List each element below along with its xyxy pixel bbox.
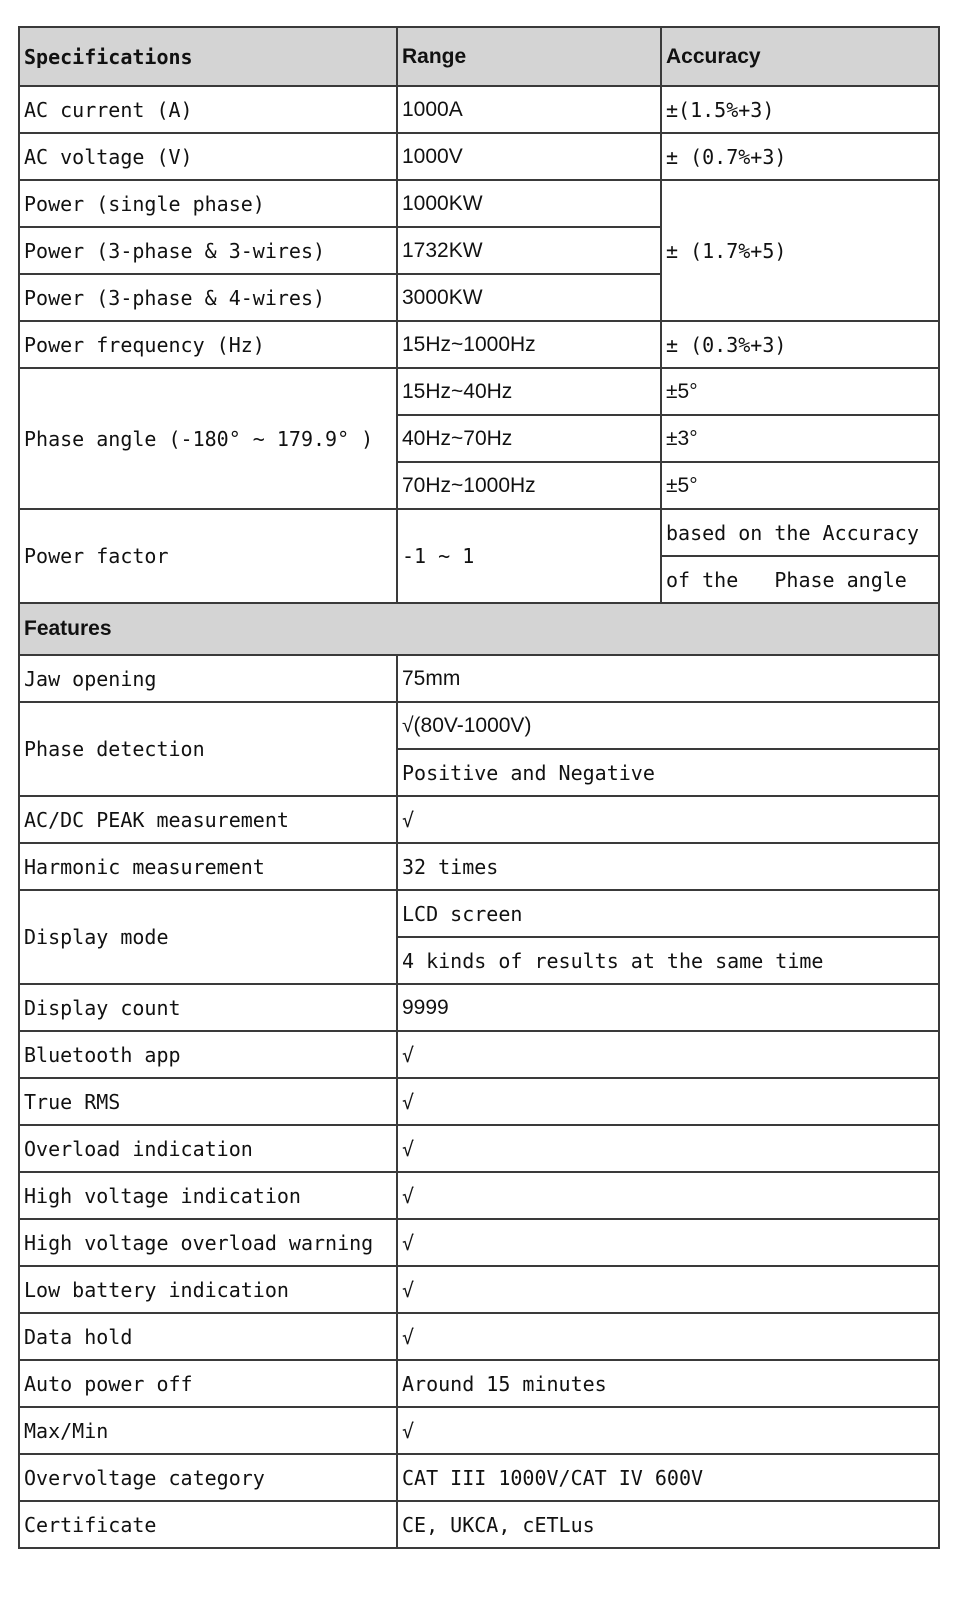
feature-value: 4 kinds of results at the same time: [397, 937, 939, 984]
feature-value: CAT III 1000V/CAT IV 600V: [397, 1454, 939, 1501]
table-row: [19, 1031, 939, 1078]
feature-value: LCD screen: [397, 890, 939, 937]
feature-value: √: [397, 1078, 939, 1125]
feature-value: Positive and Negative: [397, 749, 939, 796]
table-row: [19, 796, 939, 843]
spec-range: 1000KW: [397, 180, 661, 227]
spec-range: 1000A: [397, 86, 661, 133]
spec-label: Power (single phase): [19, 180, 397, 227]
table-row: [19, 1313, 939, 1360]
spec-accuracy: ±5°: [661, 368, 939, 415]
table-row: [19, 321, 939, 368]
feature-value: √: [397, 1219, 939, 1266]
feature-value: √(80V-1000V): [397, 702, 939, 749]
feature-label: Low battery indication: [19, 1266, 397, 1313]
spec-accuracy: ± (0.3%+3): [661, 321, 939, 368]
spec-accuracy: ± (1.7%+5): [661, 180, 939, 321]
header-accuracy: Accuracy: [661, 27, 939, 86]
feature-label: Harmonic measurement: [19, 843, 397, 890]
table-row: [19, 655, 939, 702]
table-row: [19, 702, 939, 749]
spec-accuracy: ±5°: [661, 462, 939, 509]
feature-value: Around 15 minutes: [397, 1360, 939, 1407]
spec-range: 3000KW: [397, 274, 661, 321]
feature-label: Jaw opening: [19, 655, 397, 702]
feature-label: Display mode: [19, 890, 397, 984]
table-row: [19, 984, 939, 1031]
spec-accuracy: ± (0.7%+3): [661, 133, 939, 180]
table-row: [19, 133, 939, 180]
spec-range: 1732KW: [397, 227, 661, 274]
table-row: [19, 1407, 939, 1454]
features-section-header: [19, 603, 939, 655]
spec-accuracy: based on the Accuracy: [661, 509, 939, 556]
features-title: Features: [19, 603, 939, 655]
spec-label: Power factor: [19, 509, 397, 603]
spec-accuracy: ±3°: [661, 415, 939, 462]
spec-range: 15Hz~40Hz: [397, 368, 661, 415]
feature-label: Bluetooth app: [19, 1031, 397, 1078]
table-row: [19, 1125, 939, 1172]
header-specifications: Specifications: [19, 27, 397, 86]
feature-value: √: [397, 1172, 939, 1219]
feature-value: 9999: [397, 984, 939, 1031]
feature-label: Phase detection: [19, 702, 397, 796]
feature-label: Data hold: [19, 1313, 397, 1360]
feature-label: Certificate: [19, 1501, 397, 1548]
table-row: [19, 86, 939, 133]
feature-value: √: [397, 1313, 939, 1360]
feature-value: √: [397, 1031, 939, 1078]
feature-value: √: [397, 1407, 939, 1454]
feature-value: √: [397, 1125, 939, 1172]
table-row: [19, 843, 939, 890]
spec-range: 1000V: [397, 133, 661, 180]
spec-range: 70Hz~1000Hz: [397, 462, 661, 509]
feature-label: Max/Min: [19, 1407, 397, 1454]
spec-range: 15Hz~1000Hz: [397, 321, 661, 368]
feature-label: Overload indication: [19, 1125, 397, 1172]
feature-label: AC/DC PEAK measurement: [19, 796, 397, 843]
feature-label: High voltage indication: [19, 1172, 397, 1219]
spec-label: AC current (A): [19, 86, 397, 133]
table-row: [19, 1501, 939, 1548]
spec-table: [18, 26, 940, 1549]
spec-accuracy: ±(1.5%+3): [661, 86, 939, 133]
feature-label: True RMS: [19, 1078, 397, 1125]
spec-label: Power (3-phase & 3-wires): [19, 227, 397, 274]
feature-value: √: [397, 796, 939, 843]
spec-label: Power (3-phase & 4-wires): [19, 274, 397, 321]
table-row: [19, 1360, 939, 1407]
feature-value: CE, UKCA, cETLus: [397, 1501, 939, 1548]
feature-label: Auto power off: [19, 1360, 397, 1407]
table-row: [19, 1266, 939, 1313]
spec-accuracy: of the Phase angle: [661, 556, 939, 603]
feature-label: High voltage overload warning: [19, 1219, 397, 1266]
feature-label: Overvoltage category: [19, 1454, 397, 1501]
spec-label: AC voltage (V): [19, 133, 397, 180]
table-row: [19, 1172, 939, 1219]
feature-label: Display count: [19, 984, 397, 1031]
spec-range: -1 ~ 1: [397, 509, 661, 603]
spec-label: Power frequency (Hz): [19, 321, 397, 368]
spec-label: Phase angle (-180° ~ 179.9° ): [19, 368, 397, 509]
table-row: [19, 1454, 939, 1501]
header-range: Range: [397, 27, 661, 86]
table-row: [19, 890, 939, 937]
feature-value: 75mm: [397, 655, 939, 702]
feature-value: 32 times: [397, 843, 939, 890]
feature-value: √: [397, 1266, 939, 1313]
table-row: [19, 1078, 939, 1125]
table-row: [19, 509, 939, 556]
table-header-row: [19, 27, 939, 86]
table-row: [19, 180, 939, 227]
table-row: [19, 368, 939, 415]
spec-range: 40Hz~70Hz: [397, 415, 661, 462]
table-row: [19, 1219, 939, 1266]
